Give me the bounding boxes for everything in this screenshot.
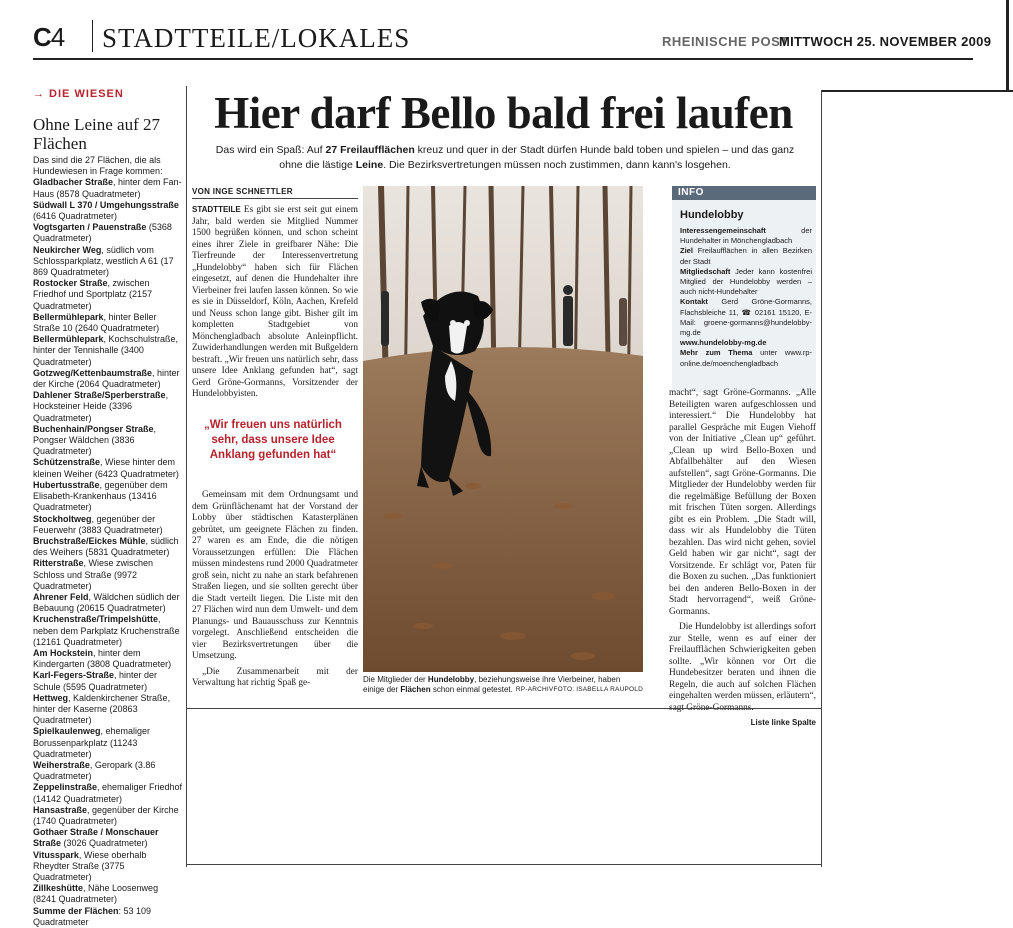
article-bottom-rule (186, 708, 822, 709)
page-number: C4 (33, 22, 65, 52)
area-list-item: Kruchenstraße/Trimpelshütte, neben dem Parkplatz Kruchenstraße (12161 Quadratmeter) (33, 614, 180, 647)
info-label: INFO (678, 187, 704, 198)
info-row: Mitgliedschaft Jeder kann kostenfrei Mitglied der Hundelobby werden – auch nicht-Hundehalter (680, 266, 812, 297)
continuation-note: Liste linke Spalte (750, 718, 816, 727)
area-list-intro: Das sind die 27 Flächen, die als Hundewiesen in Frage kommen: (33, 155, 163, 177)
photo-credit: RP-ARCHIVFOTO: ISABELLA RAUPOLD (515, 686, 643, 693)
area-list-item: Ahrener Feld, Wäldchen südlich der Bebauung (20615 Quadratmeter) (33, 591, 180, 614)
byline-rule (192, 198, 358, 199)
sidebar-kicker: → DIE WIESEN (33, 88, 124, 100)
header-rule (33, 58, 973, 60)
issue-date: MITTWOCH 25. NOVEMBER 2009 (779, 34, 992, 49)
article-lead: Das wird ein Spaß: Auf 27 Freilaufflächen kreuz und quer in der Stadt dürfen Hunde bald toben und spielen – und das ganz ohne die lästige Leine. Die Bezirksvertretungen müssen noch zustimmen, dann kann's losgehen. (215, 144, 795, 171)
area-list-item: Am Hockstein, hinter dem Kindergarten (3808 Quadratmeter) (33, 647, 172, 670)
lower-box-bottom-border (186, 864, 822, 865)
area-list-item: Gothaer Straße / Monschauer Straße (3026 Quadratmeter) (33, 827, 159, 849)
dog-in-forest-photo (363, 186, 643, 672)
dateline: STADTTEILE (192, 205, 241, 214)
area-list (33, 155, 183, 928)
area-list-item: Karl-Fegers-Straße, hinter der Schule (5595 Quadratmeter) (33, 670, 158, 692)
info-row: Ziel Freilaufflächen in allen Bezirken der Stadt (680, 246, 812, 266)
area-items (33, 177, 183, 928)
area-list-item: Vogtsgarten / Pauenstraße (5368 Quadratmeter) (33, 222, 172, 244)
area-list-item: Zeppelinstraße, ehemaliger Friedhof (14142 Quadratmeter) (33, 782, 183, 804)
info-title: Hundelobby (680, 209, 744, 221)
area-list-item: Rostocker Straße, zwischen Friedhof und Sportplatz (2157 Quadratmeter) (33, 278, 153, 311)
page-edge-line (1006, 0, 1009, 92)
area-list-item: Südwall L 370 / Umgehungsstraße (6416 Quadratmeter) (33, 199, 179, 222)
area-list-item: Ritterstraße, Wiese zwischen Schloss und Straße (9972 Quadratmeter) (33, 558, 154, 591)
section-title: STADTTEILE/LOKALES (102, 23, 411, 53)
area-list-item: Hettweg, Kaldenkirchener Straße, hinter der Kaserne (20863 Quadratmeter) (33, 692, 171, 726)
article-column-1-continued: Gemeinsam mit dem Ordnungsamt und dem Grünflächenamt hat der Vorstand der Lobby über städtischen Katasterplänen gebrütet, um geeignete Flächen zu finden. 27 waren es am Ende, die die nötigen Voraussetzungen erfüllen: Die Flächen müssen mindestens rund 2000 Quadratmeter groß sein, nicht zu nahe an stark befahrenen Straßen liegen, und sie sollten gerecht über die Stadt verteilt liegen. Die Liste mit den 27 Flächen wird nun dem Umwelt- und dem Planungs- und Bauausschuss zur Kenntnis vorgelegt. Anschließend entscheiden die vier Bezirksvertretungen über die Umsetzung. „Die Zusammenarbeit mit der Verwaltung hat richtig Spaß ge- (192, 490, 358, 688)
area-list-item: Bruchstraße/Eickes Mühle, südlich des Weihers (5831 Quadratmeter) (33, 535, 179, 558)
area-list-item: Weiherstraße, Geropark (3.86 Quadratmeter) (33, 759, 156, 782)
info-row: Mehr zum Thema unter www.rp-online.de/moenchengladbach (680, 348, 812, 368)
lower-box-left-border (186, 708, 187, 867)
info-row: Kontakt Gerd Gröne-Gormanns, Flachsbleiche 11, ☎ 02161 15120, E-Mail: groene-gormanns@hundelobby-mg.de (680, 297, 812, 338)
info-row: Interessengemeinschaft der Hundehalter in Mönchengladbach (680, 226, 812, 246)
article-column-3: macht“, sagt Gröne-Gormanns. „Alle Beteiligten waren aufgeschlossen und interessiert.“ Die Hundelobby hat parallel Gespräche mit Eugen Viehoff von der Initiative „Clean up“ geführt. „Clean up wird Bello-Boxen und Abfallbehälter auf den Wiesen aufstellen“, sagt Gröne-Gormanns. Die Mitglieder der Hundelobby werden für die regelmäßige Befüllung der Boxen mit frischen Tüten sorgen. Allerdings gibt es ein Problem. „Die Stadt will, dass wir als Hundelobby die Tüten bezahlen. Das wird nicht gehen, soviel Geld haben wir gar nicht“, sagt der Vorsitzende. Er schlägt vor, Paten für die Boxen zu suchen. „Das funktioniert bei den anderen Bello-Boxen in der Stadt hervorragend“, weiß Gröne-Gormanns. Die Hundelobby ist allerdings sofort zur Stelle, wenn es auf einer der Freilaufflächen Schwierigkeiten geben sollte. „Wir können vor Ort die Hundebesitzer beraten und ihnen die Regeln, die auch auf solchen Flächen eingehalten werden müssen, erläutern“, Liste linke Spalte (669, 388, 816, 727)
info-body (680, 226, 812, 369)
adjacent-article-rule (821, 90, 1013, 92)
article-column-1: STADTTEILE Es gibt sie erst seit gut einem Jahr, bald werden sie Mitglied Nummer 1500 begrüßen können, und schon scheint eines ihrer Ziele in greifbarer Nähe: Die Tierfreunde der Interessenvertretung „Hundelobby“ haben sich für Flächen eingesetzt, auf denen die Hundehalter ihre Vierbeiner frei laufen lassen können. So wie es sie in Düsseldorf, Köln, Aachen, Krefeld und Neuss schon lange gibt. Bisher gilt im kompletten Stadtgebiet von Mönchengladbach absolute Anleinpflicht. Zuwiderhandlungen werden mit Bußgeldern bestraft. „Wir freuen uns natürlich sehr, dass unsere Idee Anklang gefunden hat“, sagt Gerd Gröne-Gormanns, Vorsitzender der Hundelobbyisten. (192, 205, 358, 399)
pull-quote: „Wir freuen uns natürlich sehr, dass unsere Idee Anklang gefunden hat“ (204, 419, 342, 461)
header-divider (92, 20, 93, 52)
area-list-item: Neukircher Weg, südlich vom Schlossparkplatz, westlich A 61 (17 869 Quadratmeter) (33, 244, 174, 278)
area-list-item: Buchenhain/Pongser Straße, Pongser Wäldchen (3836 Quadratmeter) (33, 423, 157, 457)
info-row: www.hundelobby-mg.de (680, 338, 767, 348)
area-list-item: Bellermühlepark, hinter Beller Straße 10 (2640 Quadratmeter) (33, 311, 160, 334)
area-list-item: Vitusspark, Wiese oberhalb Rheydter Straße (3775 Quadratmeter) (33, 849, 147, 882)
area-list-item: Summe der Flächen: 53 109 Quadratmeter (33, 905, 152, 927)
article-photo (363, 186, 643, 672)
area-list-item: Dahlener Straße/Sperberstraße, Hocksteiner Heide (3396 Quadratmeter) (33, 390, 169, 423)
area-list-item: Zillkeshütte, Nähe Loosenweg (8241 Quadratmeter) (33, 883, 159, 905)
byline: VON INGE SCHNETTLER (192, 187, 293, 196)
area-list-item: Gladbacher Straße, hinter dem Fan-Haus (8578 Quadratmeter) (33, 177, 182, 199)
area-list-item: Stockholtweg, gegenüber der Feuerwehr (3883 Quadratmeter) (33, 513, 163, 535)
area-list-item: Spielkaulenweg, ehemaliger Borussenparkplatz (11243 Quadratmeter) (33, 726, 151, 759)
area-list-item: Schützenstraße, Wiese hinter dem kleinen Weiher (6423 Quadratmeter) (33, 457, 179, 479)
photo-caption: Die Mitglieder der Hundelobby, beziehungsweise ihre Vierbeiner, haben einige der Flächen schon einmal getestet. (363, 675, 621, 694)
area-list-item: Hubertusstraße, gegenüber dem Elisabeth-Krankenhaus (13416 Quadratmeter) (33, 479, 168, 513)
area-list-item: Hansastraße, gegenüber der Kirche (1740 Quadratmeter) (33, 804, 179, 826)
sidebar-title: Ohne Leine auf 27 Flächen (33, 115, 160, 153)
article-headline: Hier darf Bello bald frei laufen (214, 88, 793, 138)
area-list-item: Gotzweg/Kettenbaumstraße, hinter der Kirche (2064 Quadratmeter) (33, 367, 180, 390)
area-list-item: Bellermühlepark, Kochschulstraße, hinter der Tennishalle (3400 Quadratmeter) (33, 334, 179, 367)
newspaper-name: RHEINISCHE POST (662, 34, 789, 49)
